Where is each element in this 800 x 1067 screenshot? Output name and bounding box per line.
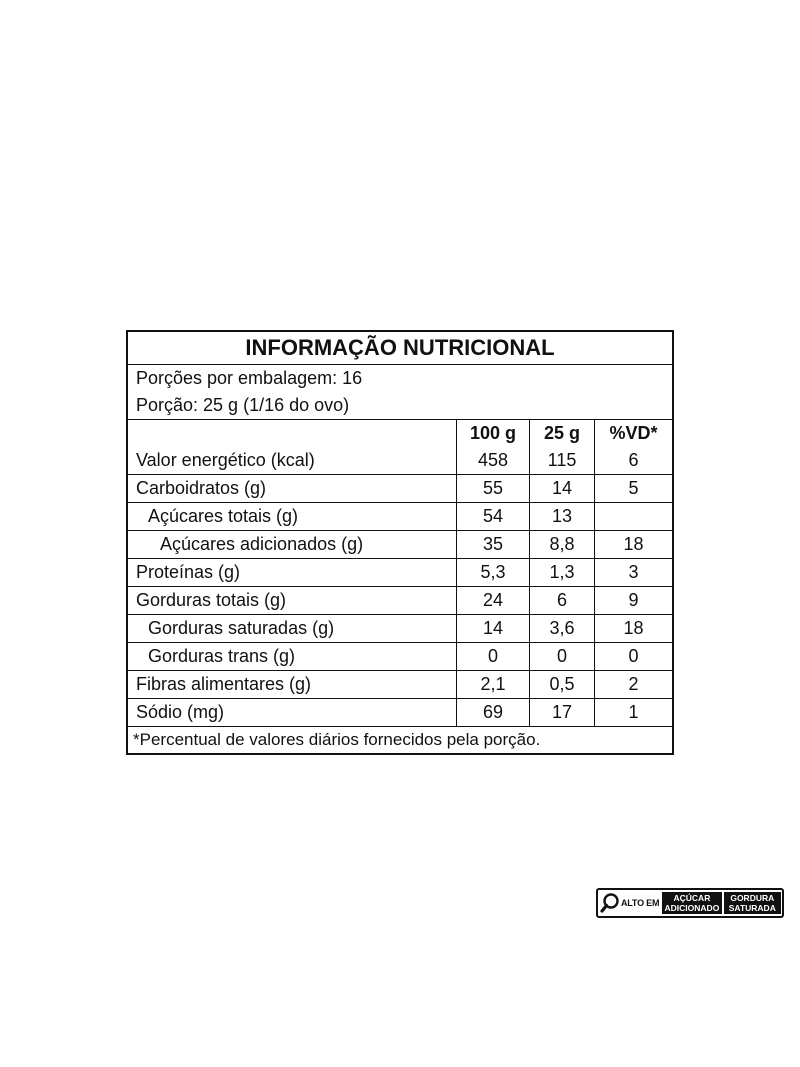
seal-item-line1: GORDURA bbox=[730, 893, 775, 903]
table-row bbox=[128, 502, 672, 530]
value-100g: 24 bbox=[457, 587, 530, 614]
seal-item-line1: AÇÚCAR bbox=[673, 893, 711, 903]
value-serving: 13 bbox=[530, 503, 595, 530]
nutrition-facts-table bbox=[126, 330, 674, 755]
value-100g: 2,1 bbox=[457, 671, 530, 698]
table-row bbox=[128, 670, 672, 698]
seal-lead-text: ALTO EM bbox=[621, 898, 660, 908]
value-serving: 1,3 bbox=[530, 559, 595, 586]
value-100g: 54 bbox=[457, 503, 530, 530]
value-100g: 0 bbox=[457, 643, 530, 670]
seal-item-added-sugar bbox=[662, 892, 721, 914]
table-row bbox=[128, 530, 672, 558]
seal-item-saturated-fat bbox=[724, 892, 781, 914]
nutrient-label: Proteínas (g) bbox=[128, 559, 457, 586]
value-serving: 14 bbox=[530, 475, 595, 502]
nutrient-label: Sódio (mg) bbox=[128, 699, 457, 726]
value-vd bbox=[595, 503, 672, 530]
table-row bbox=[128, 698, 672, 726]
table-title: INFORMAÇÃO NUTRICIONAL bbox=[128, 332, 672, 365]
nutrient-label: Gorduras totais (g) bbox=[128, 587, 457, 614]
value-vd: 18 bbox=[623, 618, 644, 638]
seal-lead bbox=[598, 890, 661, 916]
column-header-row bbox=[128, 419, 672, 447]
value-100g: 55 bbox=[457, 475, 530, 502]
value-serving: 0 bbox=[530, 643, 595, 670]
value-100g: 69 bbox=[457, 699, 530, 726]
table-row bbox=[128, 614, 672, 642]
table-row bbox=[128, 474, 672, 502]
nutrient-label: Valor energético (kcal) bbox=[128, 447, 457, 474]
nutrient-label: Carboidratos (g) bbox=[128, 475, 457, 502]
table-row bbox=[128, 447, 672, 474]
seal-item-line2: SATURADA bbox=[728, 903, 776, 913]
header-100g: 100 g bbox=[457, 420, 530, 447]
value-serving: 8,8 bbox=[530, 531, 595, 558]
nutrient-label: Açúcares totais (g) bbox=[128, 503, 457, 530]
value-vd: 6 bbox=[628, 450, 639, 470]
nutrient-label: Gorduras trans (g) bbox=[128, 643, 457, 670]
table-row bbox=[128, 642, 672, 670]
magnifier-icon bbox=[600, 892, 620, 914]
table-row bbox=[128, 558, 672, 586]
value-vd: 18 bbox=[623, 534, 644, 554]
table-row bbox=[128, 586, 672, 614]
header-serving: 25 g bbox=[530, 420, 595, 447]
value-vd: 5 bbox=[628, 478, 639, 498]
value-serving: 17 bbox=[530, 699, 595, 726]
nutrient-rows bbox=[128, 447, 672, 726]
nutrient-label: Açúcares adicionados (g) bbox=[128, 531, 457, 558]
seal-item-line2: ADICIONADO bbox=[664, 903, 720, 913]
value-100g: 458 bbox=[457, 447, 530, 474]
footnote: *Percentual de valores diários fornecidos pela porção. bbox=[128, 726, 672, 753]
nutrient-label: Fibras alimentares (g) bbox=[128, 671, 457, 698]
value-serving: 0,5 bbox=[530, 671, 595, 698]
value-serving: 115 bbox=[530, 447, 595, 474]
value-100g: 5,3 bbox=[457, 559, 530, 586]
servings-per-package: Porções por embalagem: 16 bbox=[136, 368, 363, 388]
front-warning-seal bbox=[596, 888, 784, 918]
header-vd: %VD* bbox=[609, 423, 658, 443]
value-vd: 0 bbox=[628, 646, 639, 666]
serving-size: Porção: 25 g (1/16 do ovo) bbox=[136, 395, 350, 415]
value-vd: 1 bbox=[628, 702, 639, 722]
value-100g: 35 bbox=[457, 531, 530, 558]
value-vd: 2 bbox=[628, 674, 639, 694]
header-blank bbox=[128, 420, 457, 447]
value-serving: 3,6 bbox=[530, 615, 595, 642]
value-vd: 3 bbox=[628, 562, 639, 582]
value-100g: 14 bbox=[457, 615, 530, 642]
value-vd: 9 bbox=[628, 590, 639, 610]
value-serving: 6 bbox=[530, 587, 595, 614]
nutrient-label: Gorduras saturadas (g) bbox=[128, 615, 457, 642]
